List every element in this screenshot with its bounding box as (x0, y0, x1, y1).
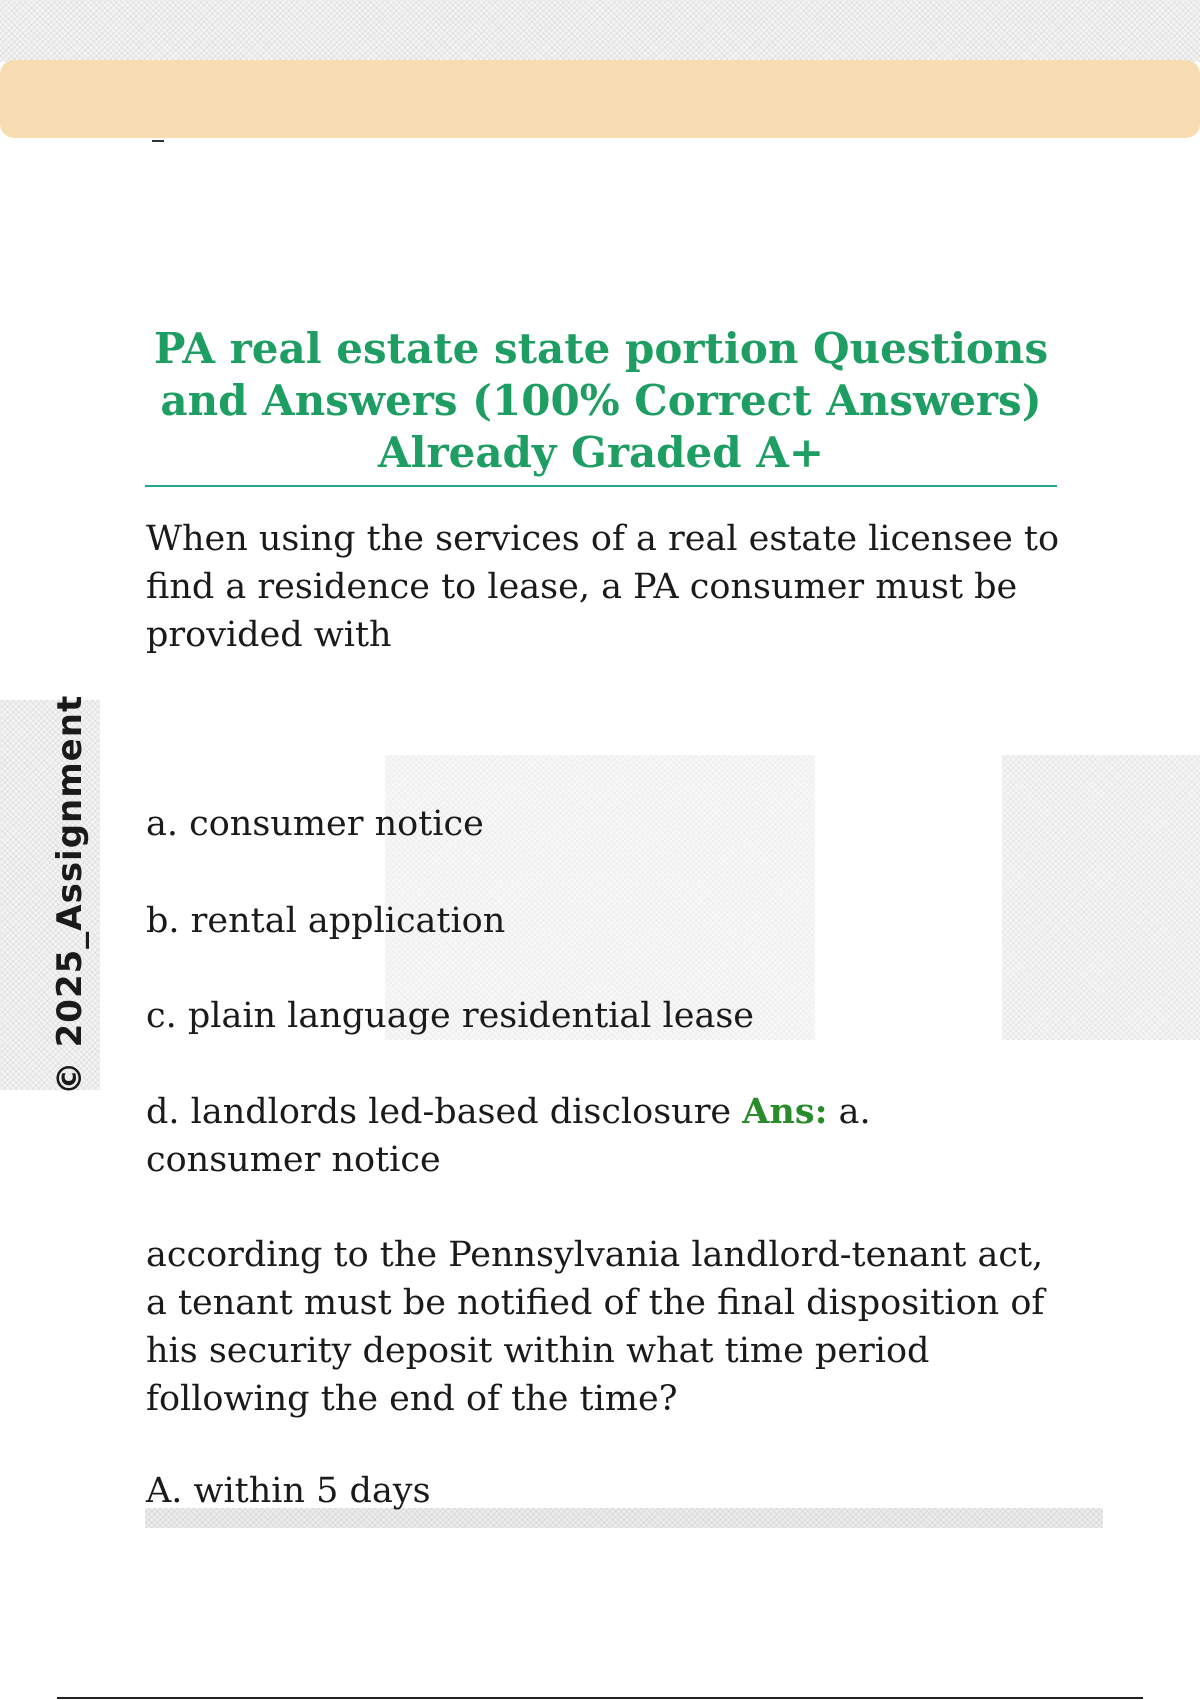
header-bar (0, 60, 1200, 138)
question-1-prompt: When using the services of a real estate licensee to find a residence to lease, a PA consumer must be provided with (146, 519, 1060, 655)
copyright-label: © 2025_Assignment (50, 694, 90, 1096)
question-2-prompt: according to the Pennsylvania landlord-tenant act, a tenant must be notified of the final disposition of his security deposit within what time period following the end of the time? (146, 1235, 1045, 1419)
dash-mark (152, 140, 164, 142)
question-1-option-d-with-answer (146, 1088, 936, 1184)
bottom-rule (57, 1697, 1143, 1699)
question-2-option-a: A. within 5 days (146, 1471, 431, 1511)
question-1-option-a: a. consumer notice (146, 804, 484, 844)
question-1-option-b: b. rental application (146, 901, 506, 941)
question-1-option-d: d. landlords led-based disclosure (146, 1092, 732, 1132)
question-1-option-c: c. plain language residential lease (146, 996, 754, 1036)
top-texture-band (0, 0, 1200, 62)
answer-label: Ans: (742, 1091, 828, 1132)
question-1-answer: a. consumer notice (146, 1092, 871, 1180)
page-title: PA real estate state portion Questions and Answers (100% Correct Answers) Already Graded A+ (145, 323, 1057, 487)
